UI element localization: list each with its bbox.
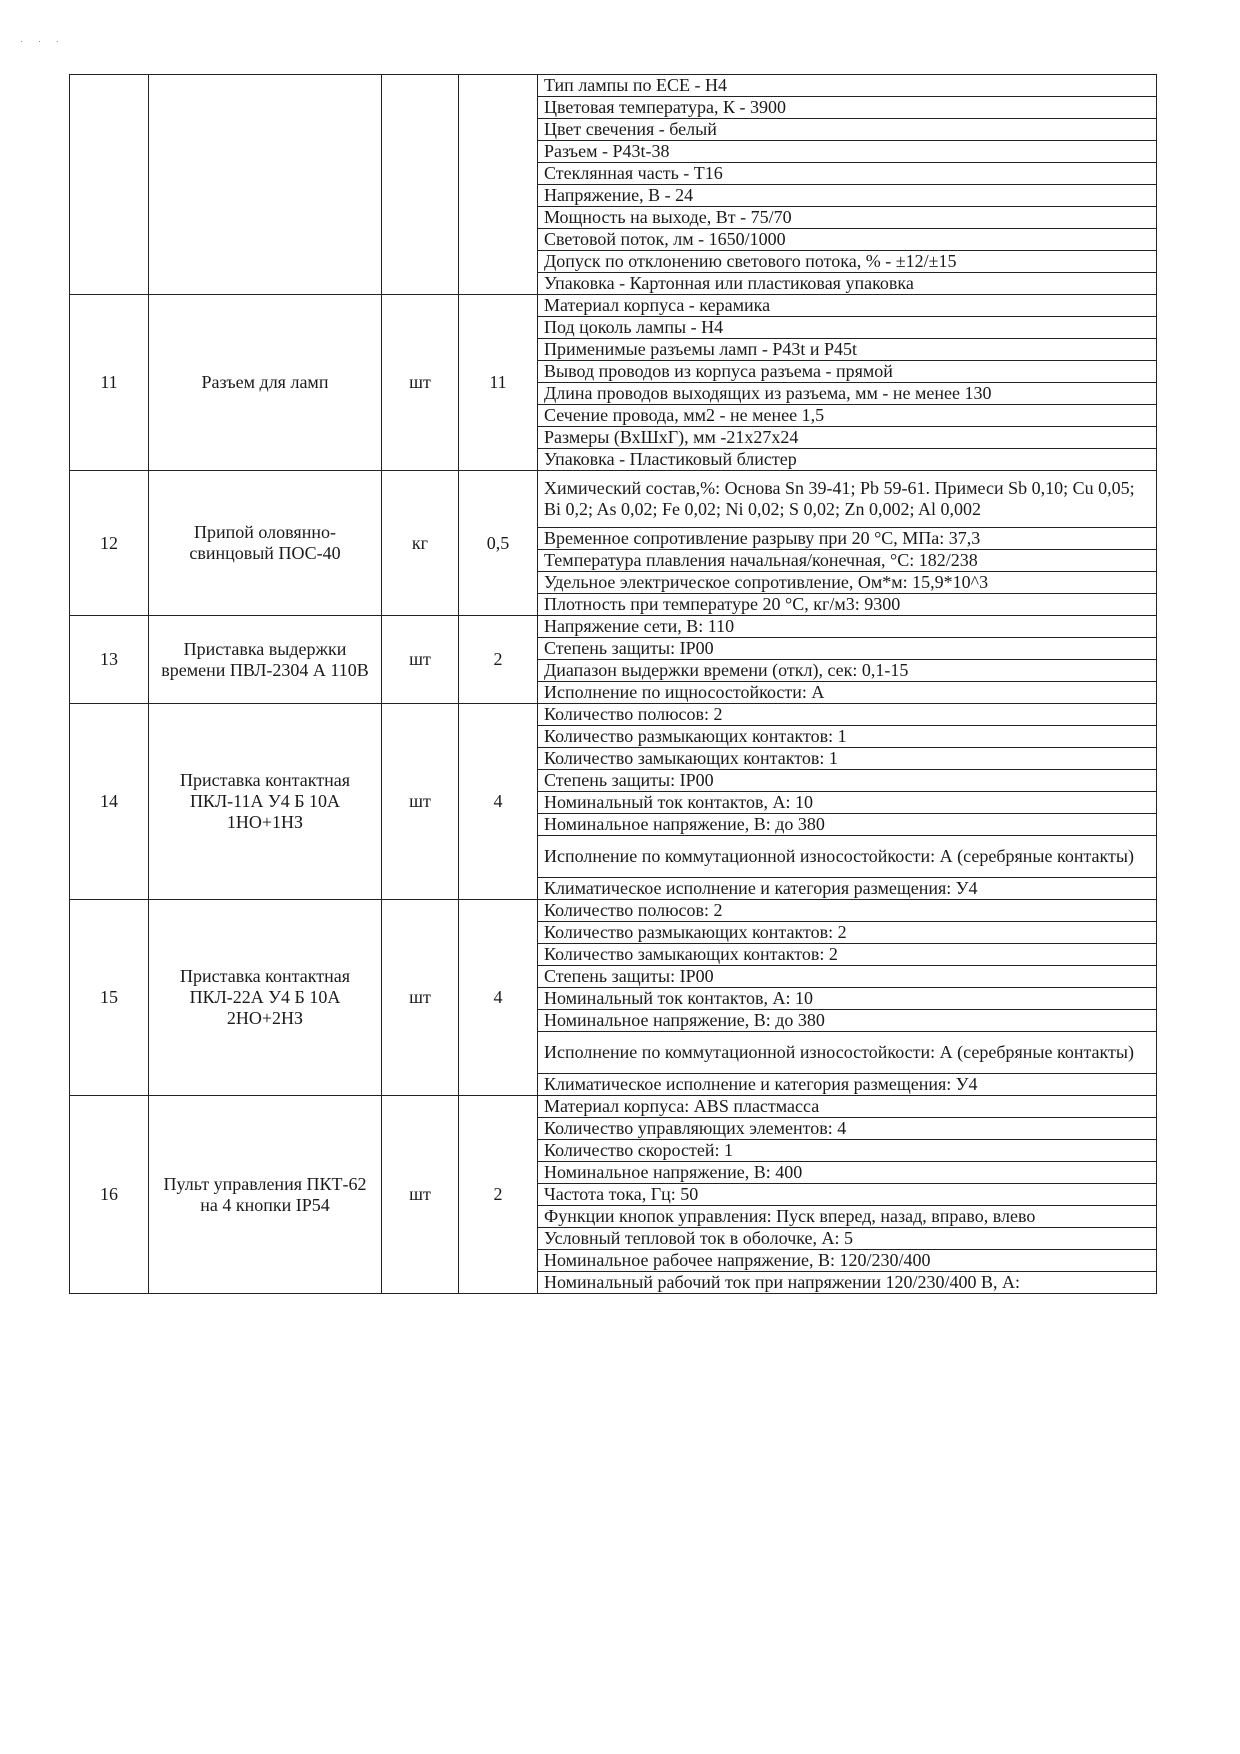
item-quantity-cell: 4 [459, 900, 538, 1096]
item-property-cell: Количество скоростей: 1 [538, 1140, 1157, 1162]
item-property-cell: Номинальный ток контактов, А: 10 [538, 792, 1157, 814]
table-row [70, 75, 1157, 97]
item-property-cell: Климатическое исполнение и категория размещения: У4 [538, 878, 1157, 900]
item-property-cell: Частота тока, Гц: 50 [538, 1184, 1157, 1206]
item-number-cell [70, 75, 149, 295]
item-property-cell: Температура плавления начальная/конечная, °C: 182/238 [538, 550, 1157, 572]
item-property-cell: Химический состав,%: Основа Sn 39-41; Pb 59-61. Примеси Sb 0,10; Cu 0,05; Bi 0,2; As 0,02; Fe 0,02; Ni 0,02; S 0,02; Zn 0,002; Al 0,002 [538, 471, 1157, 528]
item-unit-cell: шт [382, 295, 459, 471]
item-property-cell: Под цоколь лампы - H4 [538, 317, 1157, 339]
item-unit-cell: шт [382, 616, 459, 704]
item-quantity-cell [459, 75, 538, 295]
item-property-cell: Размеры (ВхШхГ), мм -21x27x24 [538, 427, 1157, 449]
item-number-cell: 13 [70, 616, 149, 704]
item-name-cell: Пульт управления ПКТ-62 на 4 кнопки IP54 [149, 1096, 382, 1294]
item-property-cell: Количество замыкающих контактов: 2 [538, 944, 1157, 966]
item-unit-cell: шт [382, 1096, 459, 1294]
item-unit-cell: шт [382, 704, 459, 900]
item-property-cell: Исполнение по коммутационной износостойкости: А (серебряные контакты) [538, 836, 1157, 878]
item-quantity-cell: 11 [459, 295, 538, 471]
table-row [70, 900, 1157, 922]
item-quantity-cell: 2 [459, 1096, 538, 1294]
item-property-cell: Степень защиты: IP00 [538, 770, 1157, 792]
item-property-cell: Разъем - P43t-38 [538, 141, 1157, 163]
item-property-cell: Диапазон выдержки времени (откл), сек: 0,1-15 [538, 660, 1157, 682]
item-name-cell: Приставка контактная ПКЛ-22А У4 Б 10А 2НО+2НЗ [149, 900, 382, 1096]
item-property-cell: Мощность на выходе, Вт - 75/70 [538, 207, 1157, 229]
item-property-cell: Исполнение по ищносостойкости: А [538, 682, 1157, 704]
item-number-cell: 11 [70, 295, 149, 471]
item-property-cell: Применимые разъемы ламп - P43t и P45t [538, 339, 1157, 361]
item-name-cell: Приставка выдержки времени ПВЛ-2304 А 110В [149, 616, 382, 704]
item-property-cell: Напряжение, В - 24 [538, 185, 1157, 207]
item-property-cell: Количество полюсов: 2 [538, 704, 1157, 726]
item-property-cell: Стеклянная часть - T16 [538, 163, 1157, 185]
item-property-cell: Материал корпуса: ABS пластмасса [538, 1096, 1157, 1118]
item-property-cell: Номинальное напряжение, В: 400 [538, 1162, 1157, 1184]
item-property-cell: Напряжение сети, В: 110 [538, 616, 1157, 638]
item-property-cell: Номинальный ток контактов, А: 10 [538, 988, 1157, 1010]
item-property-cell: Количество управляющих элементов: 4 [538, 1118, 1157, 1140]
item-property-cell: Сечение провода, мм2 - не менее 1,5 [538, 405, 1157, 427]
item-quantity-cell: 4 [459, 704, 538, 900]
item-property-cell: Климатическое исполнение и категория размещения: У4 [538, 1074, 1157, 1096]
item-property-cell: Функции кнопок управления: Пуск вперед, назад, вправо, влево [538, 1206, 1157, 1228]
scan-corner-mark: ˙ ˙ ˙ [20, 40, 65, 51]
item-property-cell: Количество размыкающих контактов: 2 [538, 922, 1157, 944]
table-row [70, 704, 1157, 726]
item-property-cell: Допуск по отклонению светового потока, % - ±12/±15 [538, 251, 1157, 273]
item-property-cell: Количество размыкающих контактов: 1 [538, 726, 1157, 748]
item-name-cell: Припой оловянно-свинцовый ПОС-40 [149, 471, 382, 616]
item-property-cell: Количество полюсов: 2 [538, 900, 1157, 922]
item-property-cell: Условный тепловой ток в оболочке, А: 5 [538, 1228, 1157, 1250]
item-property-cell: Упаковка - Пластиковый блистер [538, 449, 1157, 471]
item-number-cell: 15 [70, 900, 149, 1096]
specification-table-body [70, 75, 1157, 1294]
item-number-cell: 16 [70, 1096, 149, 1294]
item-property-cell: Степень защиты: IP00 [538, 638, 1157, 660]
item-property-cell: Цвет свечения - белый [538, 119, 1157, 141]
item-property-cell: Длина проводов выходящих из разъема, мм - не менее 130 [538, 383, 1157, 405]
table-row [70, 295, 1157, 317]
item-property-cell: Количество замыкающих контактов: 1 [538, 748, 1157, 770]
item-name-cell [149, 75, 382, 295]
item-number-cell: 12 [70, 471, 149, 616]
item-property-cell: Исполнение по коммутационной износостойкости: А (серебряные контакты) [538, 1032, 1157, 1074]
table-row [70, 1096, 1157, 1118]
item-property-cell: Материал корпуса - керамика [538, 295, 1157, 317]
item-property-cell: Тип лампы по ECE - H4 [538, 75, 1157, 97]
item-property-cell: Упаковка - Картонная или пластиковая упаковка [538, 273, 1157, 295]
item-quantity-cell: 2 [459, 616, 538, 704]
item-property-cell: Удельное электрическое сопротивление, Ом*м: 15,9*10^3 [538, 572, 1157, 594]
item-number-cell: 14 [70, 704, 149, 900]
item-unit-cell: кг [382, 471, 459, 616]
item-quantity-cell: 0,5 [459, 471, 538, 616]
item-property-cell: Номинальное напряжение, В: до 380 [538, 814, 1157, 836]
item-name-cell: Приставка контактная ПКЛ-11А У4 Б 10А 1НО+1НЗ [149, 704, 382, 900]
item-property-cell: Степень защиты: IP00 [538, 966, 1157, 988]
item-property-cell: Световой поток, лм - 1650/1000 [538, 229, 1157, 251]
item-property-cell: Номинальное рабочее напряжение, В: 120/230/400 [538, 1250, 1157, 1272]
item-unit-cell [382, 75, 459, 295]
item-property-cell: Плотность при температуре 20 °C, кг/м3: 9300 [538, 594, 1157, 616]
item-name-cell: Разъем для ламп [149, 295, 382, 471]
item-unit-cell: шт [382, 900, 459, 1096]
table-row [70, 616, 1157, 638]
table-row [70, 471, 1157, 528]
item-property-cell: Номинальное напряжение, В: до 380 [538, 1010, 1157, 1032]
item-property-cell: Цветовая температура, К - 3900 [538, 97, 1157, 119]
item-property-cell: Номинальный рабочий ток при напряжении 120/230/400 В, А: [538, 1272, 1157, 1294]
item-property-cell: Временное сопротивление разрыву при 20 °C, МПа: 37,3 [538, 528, 1157, 550]
specification-table [69, 74, 1157, 1294]
item-property-cell: Вывод проводов из корпуса разъема - прямой [538, 361, 1157, 383]
